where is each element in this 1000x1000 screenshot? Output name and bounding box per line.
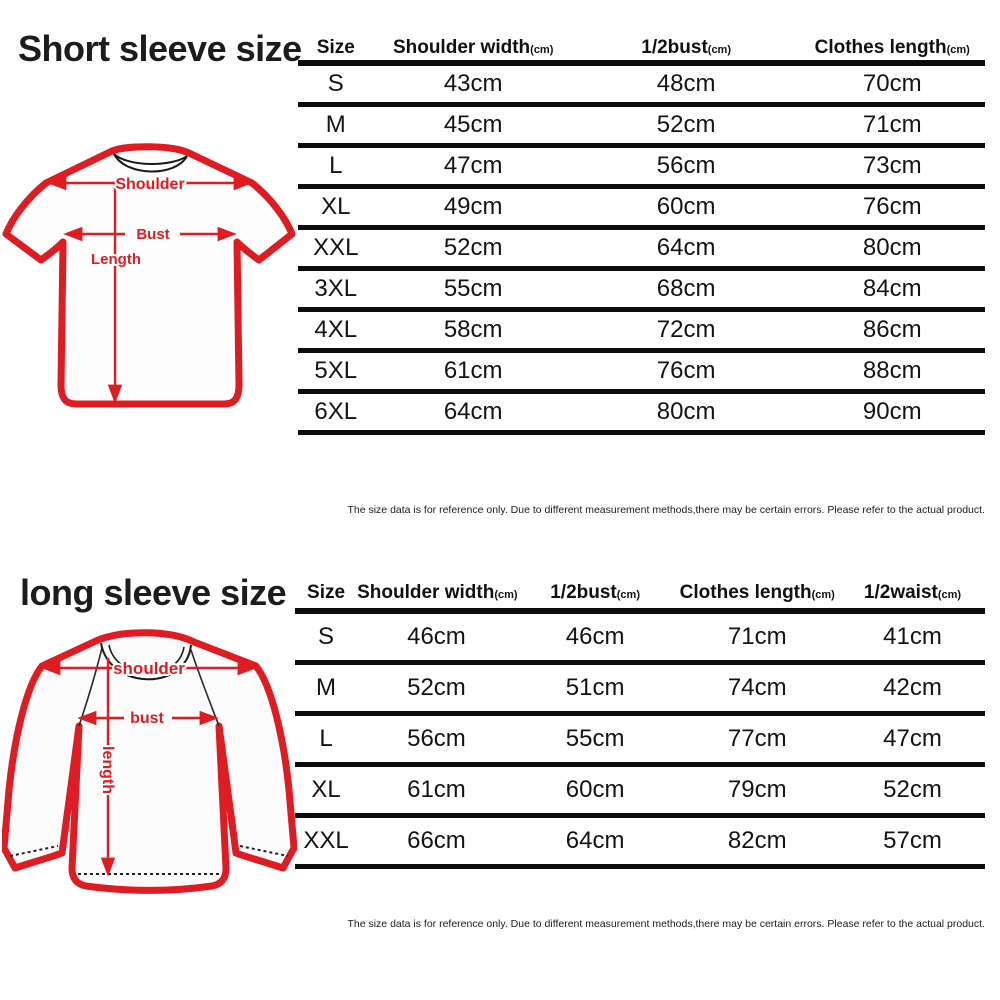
size-cell: XXL	[303, 827, 349, 854]
measurement-cell: 56cm	[656, 152, 716, 179]
size-cell: M	[316, 674, 337, 701]
measurement-cell: 77cm	[727, 725, 787, 752]
size-cell: XL	[321, 193, 351, 220]
measurement-cell: 80cm	[862, 234, 922, 261]
unit-label: (cm)	[937, 589, 962, 601]
measurement-cell: 90cm	[862, 398, 922, 425]
table-row	[298, 230, 985, 271]
size-cell: XL	[311, 776, 341, 803]
measurement-cell: 64cm	[443, 398, 503, 425]
column-header: Clothes length(cm)	[814, 37, 970, 58]
measurement-cell: 52cm	[656, 111, 716, 138]
measurement-cell: 76cm	[862, 193, 922, 220]
table-row	[298, 148, 985, 189]
measurement-cell: 71cm	[727, 623, 787, 650]
column-header: Shoulder width(cm)	[392, 37, 554, 58]
measurement-cell: 66cm	[407, 827, 466, 854]
measurement-cell: 46cm	[565, 623, 625, 650]
long-sleeve-diagram	[2, 610, 297, 905]
table-row	[295, 767, 985, 818]
size-cell: 6XL	[314, 398, 358, 425]
column-header: Clothes length(cm)	[679, 582, 835, 603]
measurement-cell: 74cm	[727, 674, 787, 701]
table-row	[295, 614, 985, 665]
column-header: Size	[316, 37, 355, 58]
long-sleeve-shirt-icon	[2, 610, 297, 905]
measurement-cell: 73cm	[862, 152, 922, 179]
long-sleeve-disclaimer: The size data is for reference only. Due to different measurement methods,there may be certain errors. Please refer to the actual product.	[347, 918, 985, 930]
bust-label: Bust	[136, 226, 170, 243]
tshirt-diagram-icon	[0, 133, 298, 428]
measurement-cell: 70cm	[862, 70, 922, 97]
length-label: Length	[91, 251, 141, 268]
unit-label: (cm)	[946, 44, 970, 56]
size-cell: L	[319, 725, 333, 752]
short-sleeve-diagram	[0, 133, 298, 428]
table-row	[298, 312, 985, 353]
table-row	[298, 353, 985, 394]
measurement-cell: 64cm	[656, 234, 716, 261]
table-row	[298, 271, 985, 312]
unit-label: (cm)	[707, 44, 732, 56]
table-row	[295, 818, 985, 869]
shoulder-label: Shoulder	[115, 176, 185, 193]
size-cell: L	[329, 152, 343, 179]
column-header: 1/2waist(cm)	[863, 582, 962, 603]
header-row	[298, 36, 985, 66]
measurement-cell: 49cm	[443, 193, 503, 220]
size-cell: 5XL	[314, 357, 358, 384]
header-row	[295, 578, 985, 614]
measurement-cell: 51cm	[565, 674, 625, 701]
size-cell: S	[318, 623, 335, 650]
table-row	[298, 107, 985, 148]
unit-label: (cm)	[494, 589, 518, 601]
measurement-cell: 71cm	[862, 111, 922, 138]
measurement-cell: 43cm	[443, 70, 503, 97]
measurement-cell: 55cm	[565, 725, 625, 752]
table-row	[295, 716, 985, 767]
long-sleeve-title: long sleeve size	[20, 572, 287, 613]
measurement-cell: 47cm	[443, 152, 503, 179]
measurement-cell: 72cm	[656, 316, 716, 343]
size-cell: XXL	[313, 234, 359, 261]
measurement-cell: 60cm	[656, 193, 716, 220]
unit-label: (cm)	[530, 44, 554, 56]
measurement-cell: 42cm	[883, 674, 942, 701]
size-cell: M	[325, 111, 346, 138]
measurement-cell: 60cm	[565, 776, 625, 803]
measurement-cell: 76cm	[656, 357, 716, 384]
measurement-cell: 45cm	[443, 111, 503, 138]
measurement-cell: 80cm	[656, 398, 716, 425]
unit-label: (cm)	[811, 589, 835, 601]
measurement-cell: 52cm	[407, 674, 466, 701]
column-header: 1/2bust(cm)	[550, 582, 640, 603]
measurement-cell: 79cm	[727, 776, 787, 803]
table-row	[298, 394, 985, 435]
measurement-cell: 64cm	[565, 827, 625, 854]
short-sleeve-title: Short sleeve size	[18, 28, 302, 69]
measurement-cell: 55cm	[443, 275, 503, 302]
measurement-cell: 48cm	[656, 70, 716, 97]
measurement-cell: 52cm	[883, 776, 942, 803]
measurement-cell: 47cm	[883, 725, 942, 752]
measurement-cell: 56cm	[407, 725, 466, 752]
short-sleeve-size-table	[298, 36, 985, 435]
measurement-cell: 57cm	[883, 827, 942, 854]
measurement-cell: 52cm	[443, 234, 503, 261]
measurement-cell: 58cm	[443, 316, 503, 343]
measurement-cell: 61cm	[443, 357, 503, 384]
measurement-cell: 61cm	[407, 776, 466, 803]
measurement-cell: 82cm	[727, 827, 787, 854]
short-sleeve-disclaimer: The size data is for reference only. Due to different measurement methods,there may be certain errors. Please refer to the actual product.	[347, 504, 985, 516]
measurement-cell: 84cm	[862, 275, 922, 302]
shoulder-label: shoulder	[113, 659, 185, 678]
table-row	[298, 189, 985, 230]
unit-label: (cm)	[616, 589, 640, 601]
column-header: Size	[307, 582, 346, 603]
measurement-cell: 41cm	[883, 623, 942, 650]
bust-label: bust	[130, 710, 164, 727]
table-row	[298, 66, 985, 107]
measurement-cell: 68cm	[656, 275, 716, 302]
size-cell: 3XL	[314, 275, 358, 302]
column-header: Shoulder width(cm)	[357, 582, 518, 603]
size-cell: S	[327, 70, 344, 97]
measurement-cell: 88cm	[862, 357, 922, 384]
size-cell: 4XL	[314, 316, 358, 343]
measurement-cell: 46cm	[407, 623, 466, 650]
measurement-cell: 86cm	[862, 316, 922, 343]
long-sleeve-size-table	[295, 578, 985, 869]
column-header: 1/2bust(cm)	[641, 37, 732, 58]
length-label: length	[99, 746, 116, 794]
table-row	[295, 665, 985, 716]
